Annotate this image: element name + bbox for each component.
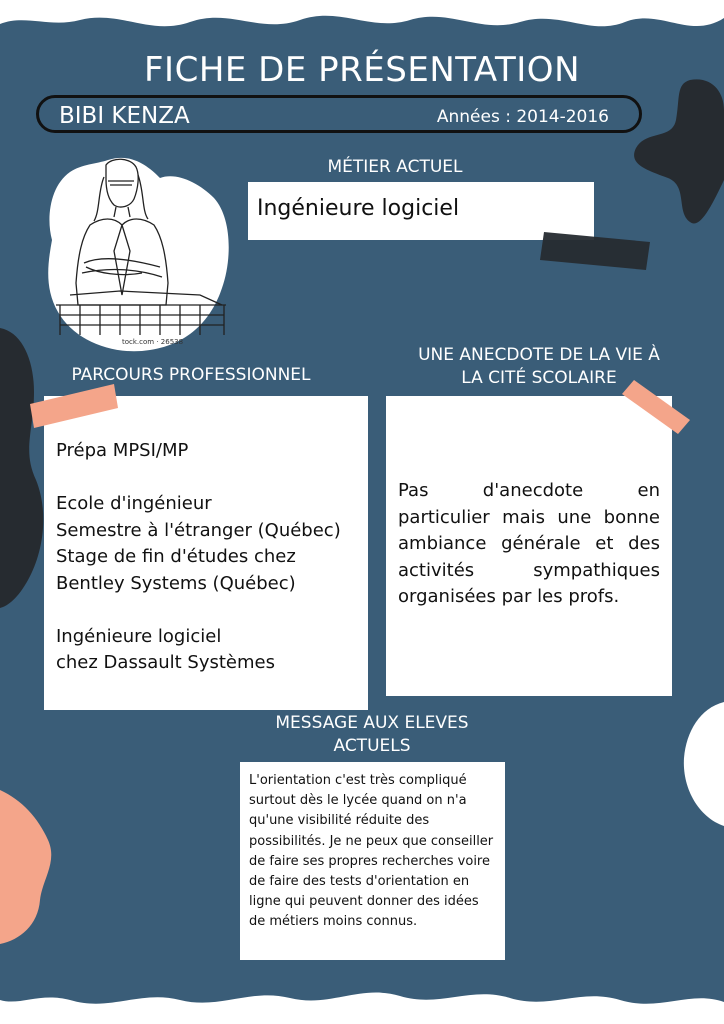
- message-label-line2: ACTUELS: [333, 735, 411, 756]
- parcours-line: chez Dassault Systèmes: [56, 652, 275, 673]
- dark-tape: [540, 226, 652, 276]
- dark-blob-right: [634, 79, 724, 223]
- anecdote-text: Pas d'anecdote en particulier mais une bonne ambiance générale et des activités sympathiques organisées par les profs.: [398, 480, 660, 607]
- woman-illustration-icon: [50, 155, 230, 350]
- anecdote-label-line2: LA CITÉ SCOLAIRE: [461, 367, 617, 388]
- metier-label: MÉTIER ACTUEL: [327, 157, 463, 177]
- message-text: L'orientation c'est très compliqué surtout dès le lycée quand on n'a qu'une visibilité réduite des possibilités. Je ne peux que conseiller de faire ses propres recherches voire de faire des tests d'orientation en ligne qui peuvent donner des idées de métiers moins connus.: [249, 773, 494, 930]
- parcours-line: Semestre à l'étranger (Québec): [56, 519, 341, 541]
- anecdote-box: [386, 396, 672, 696]
- page-title: FICHE DE PRÉSENTATION: [144, 50, 580, 90]
- parcours-spacer: [56, 465, 341, 492]
- peach-blob-left: [0, 790, 51, 944]
- parcours-line: Ecole d'ingénieur: [56, 493, 212, 514]
- dark-blob-left: [0, 328, 43, 608]
- message-box: [240, 762, 505, 960]
- parcours-line: Prépa MPSI/MP: [56, 440, 189, 461]
- peach-tape-left: [28, 382, 120, 430]
- anecdote-label-line1: UNE ANECDOTE DE LA VIE À: [418, 345, 660, 365]
- white-blob-right: [684, 702, 724, 826]
- parcours-box: [44, 396, 368, 710]
- years-attended: Années : 2014-2016: [436, 107, 609, 127]
- parcours-line: Stage de fin d'études chez: [56, 546, 296, 567]
- top-wave: [0, 0, 724, 26]
- bottom-wave: [0, 993, 724, 1024]
- message-label-line1: MESSAGE AUX ELEVES: [275, 713, 469, 733]
- parcours-line: Ingénieure logiciel: [56, 625, 222, 647]
- parcours-label: PARCOURS PROFESSIONNEL: [71, 365, 311, 385]
- parcours-spacer: [56, 597, 341, 624]
- message-label: [256, 712, 488, 758]
- parcours-list: [56, 438, 341, 677]
- peach-tape-right: [620, 380, 692, 436]
- name-bar: [36, 95, 642, 133]
- photo-watermark: tock.com · 26538: [122, 338, 184, 346]
- person-name: BIBI KENZA: [59, 103, 190, 129]
- parcours-line: Bentley Systems (Québec): [56, 572, 296, 594]
- metier-value: Ingénieure logiciel: [257, 196, 460, 221]
